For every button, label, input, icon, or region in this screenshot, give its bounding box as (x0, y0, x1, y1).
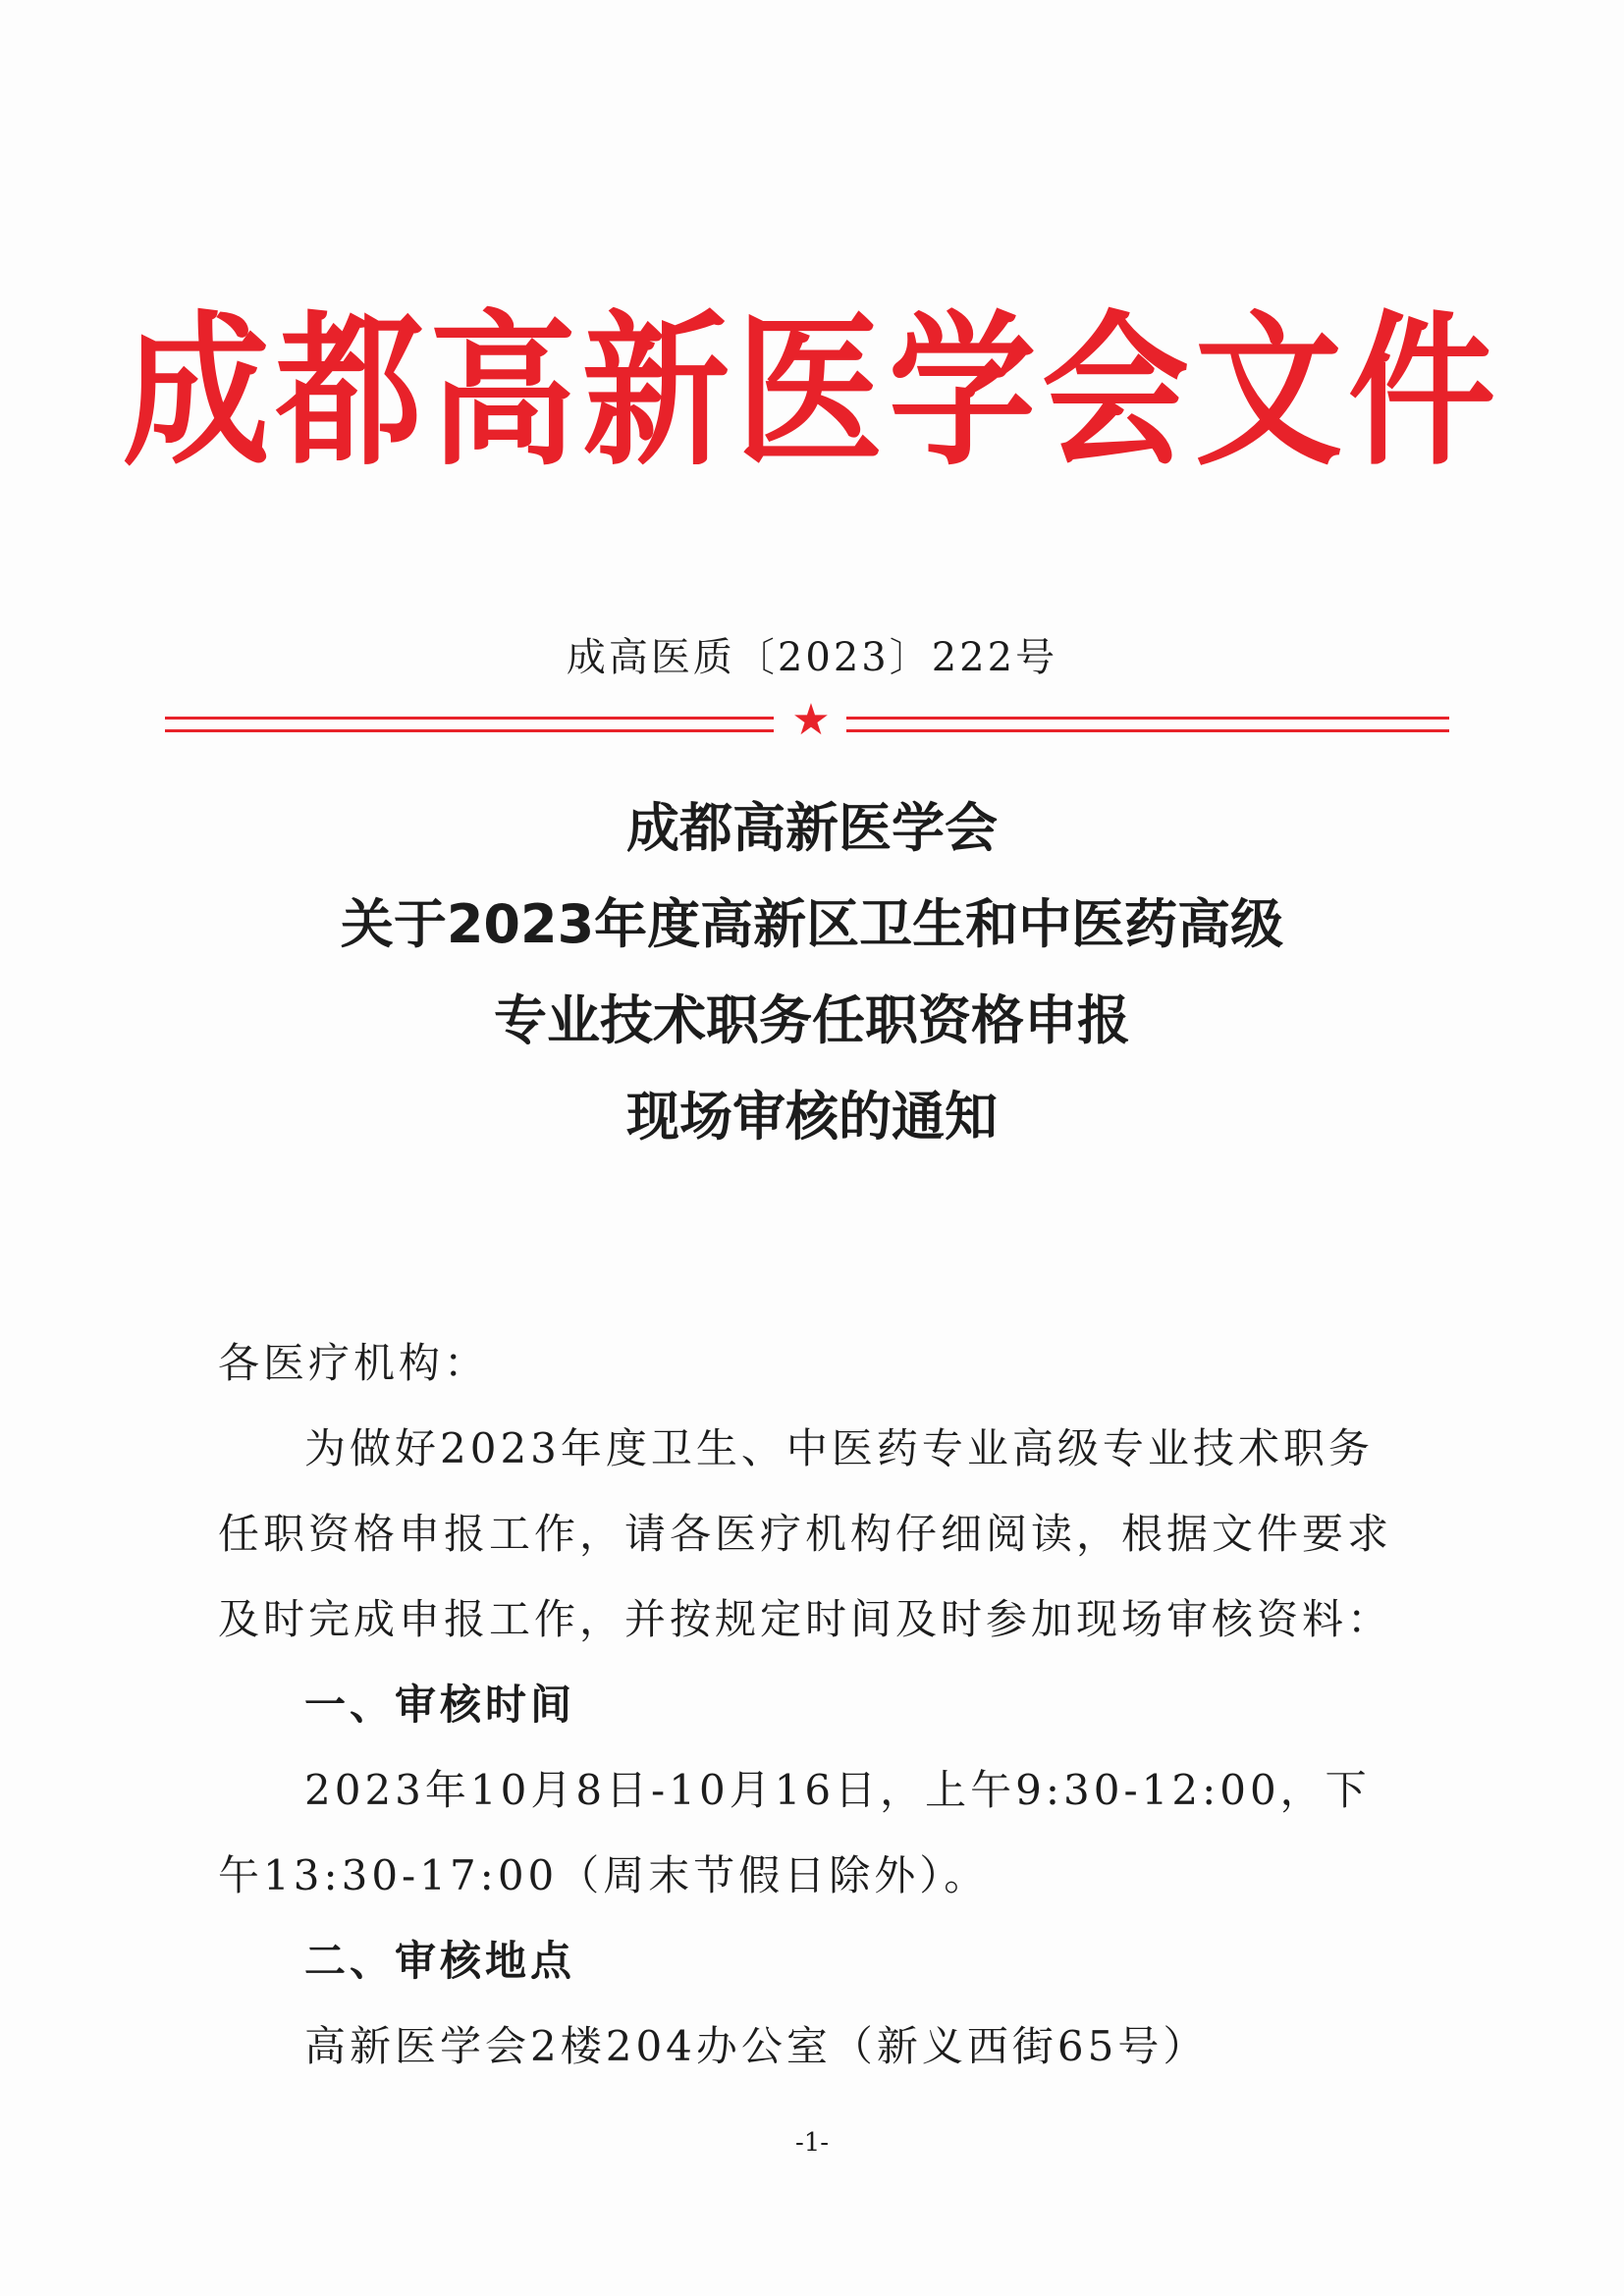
title-line-4: 现场审核的通知 (626, 1086, 998, 1148)
section-text-time: 2023年10月8日-10月16日，上午9:30-12:00，下午13:30-17:00（周末节假日除外）。 (218, 1766, 1371, 1899)
section-heading-location: 二、审核地点 (304, 1937, 576, 1985)
salutation: 各医疗机构： (218, 1339, 490, 1387)
masthead-title: 成都高新医学会文件 (122, 296, 1501, 489)
notice-title (0, 780, 1624, 1165)
page-number: -1- (794, 2128, 830, 2158)
document-number: 成高医质〔2023〕222号 (566, 635, 1058, 680)
intro-paragraph: 为做好2023年度卫生、中医药专业高级专业技术职务任职资格申报工作，请各医疗机构仔细阅读，根据文件要求及时完成申报工作，并按规定时间及时参加现场审核资料： (218, 1424, 1393, 1643)
red-divider-right (846, 717, 1449, 732)
notice-body (218, 1320, 1406, 2089)
star-icon: ★ (791, 695, 831, 745)
section-heading-time: 一、审核时间 (304, 1681, 576, 1729)
title-line-3: 专业技术职务任职资格申报 (494, 989, 1130, 1051)
red-divider-left (165, 717, 774, 732)
title-line-1: 成都高新医学会 (626, 797, 998, 859)
title-line-2: 关于2023年度高新区卫生和中医药高级 (340, 893, 1284, 955)
section-text-location: 高新医学会2楼204办公室（新义西街65号） (304, 2022, 1209, 2070)
